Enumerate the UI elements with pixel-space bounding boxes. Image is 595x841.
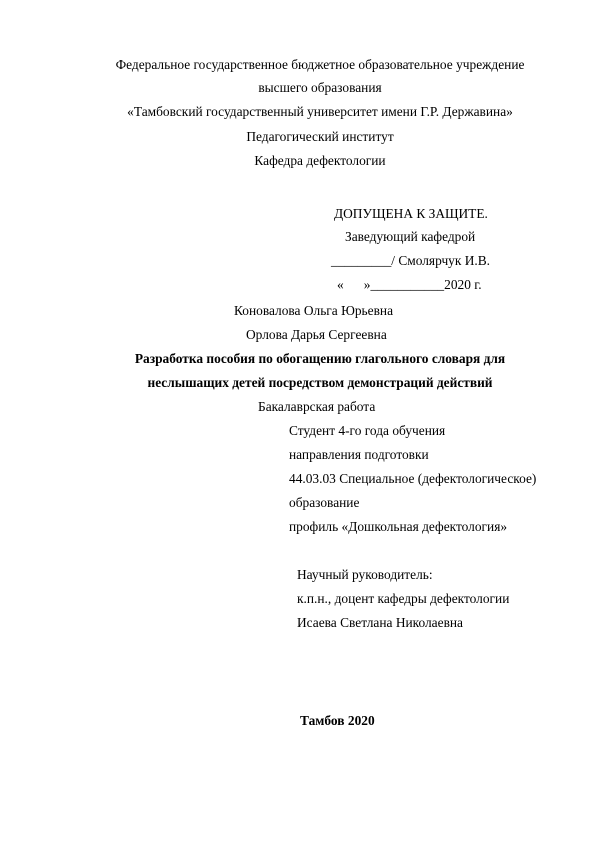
university-name: «Тамбовский государственный университет имени Г.Р. Державина» bbox=[127, 104, 513, 119]
student-direction-cont: образование bbox=[289, 495, 360, 510]
work-title-line-2: неслышащих детей посредством демонстраций действий bbox=[147, 375, 493, 390]
approval-date: « »___________2020 г. bbox=[337, 277, 482, 292]
author-2: Орлова Дарья Сергеевна bbox=[246, 327, 387, 342]
department-name: Кафедра дефектологии bbox=[254, 153, 386, 168]
work-type: Бакалаврская работа bbox=[258, 399, 376, 414]
supervisor-label: Научный руководитель: bbox=[297, 567, 433, 582]
student-direction-label: направления подготовки bbox=[289, 447, 429, 462]
approval-role: Заведующий кафедрой bbox=[345, 229, 476, 244]
institution-type: Федеральное государственное бюджетное образовательное учреждение bbox=[115, 57, 525, 72]
city-year: Тамбов 2020 bbox=[300, 713, 375, 728]
author-1: Коновалова Ольга Юрьевна bbox=[234, 303, 394, 318]
approval-signature: _________/ Смолярчук И.В. bbox=[331, 253, 491, 268]
supervisor-name: Исаева Светлана Николаевна bbox=[297, 615, 464, 630]
institute-name: Педагогический институт bbox=[246, 129, 394, 144]
student-year: Студент 4-го года обучения bbox=[289, 423, 446, 438]
supervisor-position: к.п.н., доцент кафедры дефектологии bbox=[297, 591, 510, 606]
approval-title: ДОПУЩЕНА К ЗАЩИТЕ. bbox=[334, 206, 488, 221]
student-direction-code: 44.03.03 Специальное (дефектологическое) bbox=[289, 471, 537, 486]
student-profile: профиль «Дошкольная дефектология» bbox=[289, 519, 508, 534]
education-level: высшего образования bbox=[258, 80, 382, 95]
work-title-line-1: Разработка пособия по обогащению глагольного словаря для bbox=[134, 351, 506, 366]
